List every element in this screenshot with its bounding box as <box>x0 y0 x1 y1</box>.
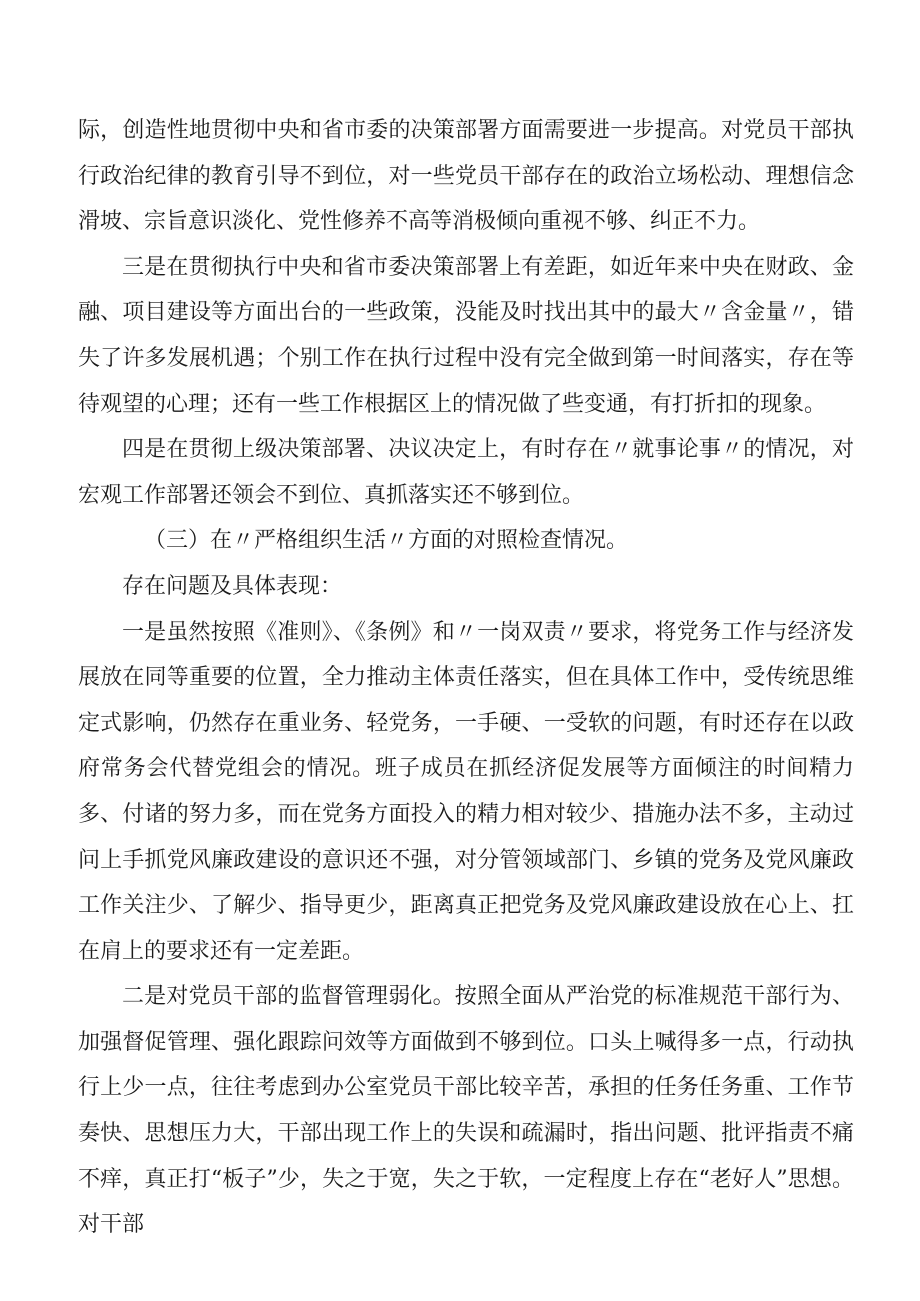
section-heading: （三）在〃严格组织生活〃方面的对照检查情况。 <box>144 528 629 554</box>
paragraph-point-four: 四是在贯彻上级决策部署、决议决定上，有时存在〃就事论事〃的情况，对宏观工作部署还领会不到位、真抓落实还不够到位。 <box>78 437 854 508</box>
paragraph-point-two: 二是对党员干部的监督管理弱化。按照全面从严治党的标准规范干部行为、加强督促管理、强化跟踪问效等方面做到不够到位。口头上喊得多一点，行动执行上少一点，往往考虑到办公室党员干部比较辛苦，承担的任务任务重、工作节奏快、思想压力大，干部出现工作上的失误和疏漏时，指出问题、批评指责不痛不痒，真正打“板子”少，失之于宽，失之于软，一定程度上存在“老好人”思想。对干部 <box>78 984 854 1238</box>
paragraph-point-one: 一是虽然按照《准则》、《条例》和〃一岗双责〃要求，将党务工作与经济发展放在同等重要的位置，全力推动主体责任落实，但在具体工作中，受传统思维定式影响，仍然存在重业务、轻党务，一手硬、一受软的问题，有时还存在以政府常务会代替党组会的情况。班子成员在抓经济促发展等方面倾注的时间精力多、付诸的努力多，而在党务方面投入的精力相对较少、措施办法不多，主动过问上手抓党风廉政建设的意识还不强，对分管领域部门、乡镇的党务及党风廉政工作关注少、了解少、指导更少，距离真正把党务及党风廉政建设放在心上、扛在肩上的要求还有一定差距。 <box>78 619 854 964</box>
paragraph-point-three: 三是在贯彻执行中央和省市委决策部署上有差距，如近年来中央在财政、金融、项目建设等方面出台的一些政策，没能及时找出其中的最大〃含金量〃，错失了许多发展机遇；个别工作在执行过程中没有完全做到第一时间落实，存在等待观望的心理；还有一些工作根据区上的情况做了些变通，有打折扣的现象。 <box>78 254 854 417</box>
document-body <box>78 108 854 1248</box>
problems-intro: 存在问题及具体表现： <box>122 573 343 599</box>
paragraph-continuation: 际，创造性地贯彻中央和省市委的决策部署方面需要进一步提高。对党员干部执行政治纪律的教育引导不到位，对一些党员干部存在的政治立场松动、理想信念滑坡、宗旨意识淡化、党性修养不高等消极倾向重视不够、纠正不力。 <box>78 118 854 235</box>
